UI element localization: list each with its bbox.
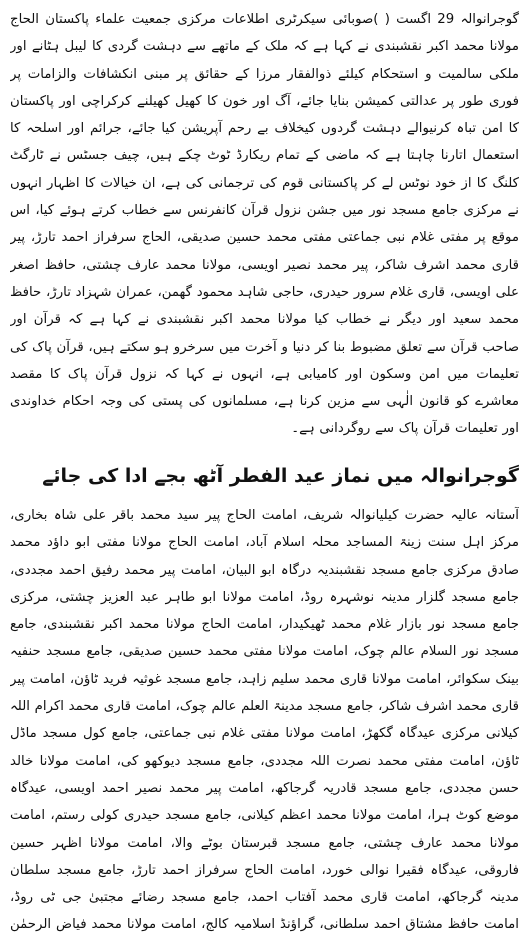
article-1-body-text: صوبائی سیکرٹری اطلاعات مرکزی جمعیت علماء پاکستان الحاج مولانا محمد اکبر نقشبندی نے کہا ہے کہ ملک کے ماتھے سے دہشت گردی کا لیبل ہٹانے اور ملکی سالمیت و استحکام کیلئے ذوالفقار مرزا کے حقائق پر مبنی انکشافات والزامات پر فوری طور پر عدالتی کمیشن بنایا جائے، آگ اور خون کا کھیل کھیلنے کرکراچی اور پاکستان کا امن تباہ کرنیوالے دہشت گردوں کیخلاف بے رحم آپریشن کیا جائے، جرائم اور اسلحہ کا استعمال اتارنا چاہتا ہے کہ ماضی کے تمام ریکارڈ ٹوٹ چکے ہیں، چیف جسٹس نے ٹارگٹ کلنگ کا از خود نوٹس لے کر پاکستانی قوم کی ترجمانی کی ہے، ان خیالات کا اظہار انہوں نے مرکزی جامع مسجد نور میں جشن نزول قرآن کانفرنس سے خطاب کرتے ہوئے کیا، اس موقع پر مفتی غلام نبی جماعتی مفتی محمد حسین صدیقی، الحاج سرفراز احمد تارڑ، پیر قاری محمد اشرف شاکر، پیر محمد نصیر اویسی، مولانا محمد عارف چشتی، حافظ اصغر علی اویسی، قاری غلام سرور حیدری، حاجی شاہد محمود گھمن، عمران شہزاد تارڑ، حافظ محمد سعید اور دیگر نے خطاب کیا مولانا محمد اکبر نقشبندی نے کہا ہے کہ قرآن اور صاحب قرآن سے تعلق مضبوط بنا کر دنیا و آخرت میں سرخرو ہو سکتے ہیں، قرآن پاک کی تعلیمات میں امن وسکون اور کامیابی ہے، انہوں نے کہا کہ نزول قرآن پاک کا مقصد معاشرے کو قانون الٰہی سے مزین کرنا ہے، مسلمانوں کی پستی کی وجہ احکام خداوندی اور تعلیمات قرآن پاک سے روگردانی ہے۔ (10, 12, 519, 437)
article-2-body-text: آستانہ عالیہ حضرت کیلیانوالہ شریف، امامت الحاج پیر سید محمد باقر علی شاہ بخاری، مرکز اہل سنت زینۃ المساجد محلہ اسلام آباد، امامت الحاج مولانا مفتی ابو داؤد محمد صادق مرکزی جامع مسجد نقشبندیہ درگاہ ابو البیان، امامت پیر محمد رفیق احمد مجددی، جامع مسجد گلزار مدینہ نوشہرہ روڈ، امامت مولانا ابو طاہر عبد العزیز چشتی، مرکزی جامع مسجد نور بازار غلام محمد ٹھیکیدار، امامت الحاج مولانا محمد اکبر نقشبندی، جامع مسجد نور السلام عالم چوک، امامت مولانا مفتی محمد حسین صدیقی، جامع مسجد حنفیہ بینک سکوائر، امامت مولانا قاری محمد سلیم زاہد، جامع مسجد غوثیہ فرید ٹاؤن، امامت پیر قاری محمد اشرف شاکر، جامع مسجد مدینۃ العلم عالم چوک، امامت قاری محمد اکرام اللہ کیلانی مرکزی عیدگاہ گکھڑ، امامت مولانا مفتی غلام نبی جماعتی، جامع کول مسجد ماڈل ٹاؤن، امامت مفتی محمد نصرت اللہ مجددی، جامع مسجد دیوکھو کی، امامت مولانا خالد حسن مجددی، جامع مسجد قادریہ گرجاکھ، امامت پیر محمد نصیر احمد اویسی، عیدگاہ موضع کوٹ ہرا، امامت مولانا محمد اعظم کیلانی، جامع مسجد حیدری کولی رستم، امامت مولانا محمد عارف چشتی، جامع مسجد قبرستان بوٹے والا، امامت مولانا اظہر حسین فاروقی، عیدگاہ فقیرا نوالی خورد، امامت الحاج سرفراز احمد تارڑ، جامع مسجد سلطان مدینہ گرجاکھ، امامت قاری محمد آفتاب احمد، جامع مسجد رضائے مجتبیٰ جی ٹی روڈ، امامت حافظ مشتاق احمد سلطانی، گراؤنڈ اسلامیہ کالج، امامت مولانا محمد فیاض الرحمٰن (10, 508, 519, 933)
article-2-headline: گوجرانوالہ میں نماز عید الفطر آٹھ بجے ادا کی جائے (42, 465, 519, 487)
article-1-body-paragraph (10, 6, 519, 443)
article-1-dateline: گوجرانوالہ 29 اگست ( ) (373, 12, 519, 27)
article-eid-prayer-schedule (10, 502, 519, 942)
article-jashn-nuzool-quran (10, 6, 519, 464)
